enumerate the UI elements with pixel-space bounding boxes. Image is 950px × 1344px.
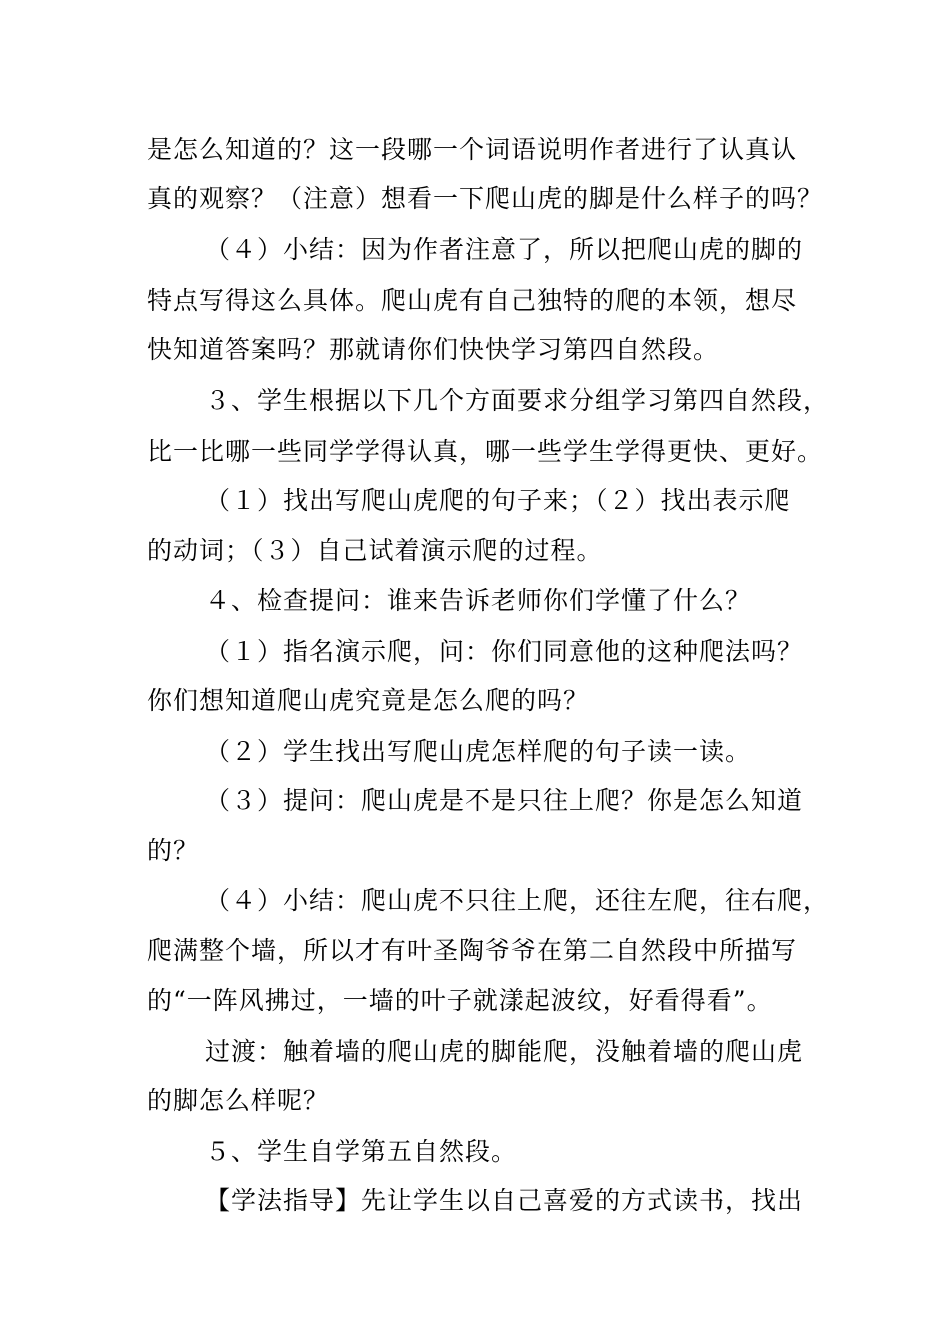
text-line: 比一比哪一些同学学得认真，哪一些学生学得更快、更好。	[147, 437, 824, 466]
text-line: 快知道答案吗？那就请你们快快学习第四自然段。	[147, 335, 720, 364]
text-line: （１）找出写爬山虎爬的句子来；（２）找出表示爬	[205, 486, 791, 515]
text-line: 的动词；（３）自己试着演示爬的过程。	[147, 536, 603, 565]
text-line: 你们想知道爬山虎究竟是怎么爬的吗？	[147, 686, 590, 715]
text-line: 的“一阵风拂过，一墙的叶子就漾起波纹，好看得看”。	[147, 986, 773, 1015]
text-line: 的？	[147, 836, 200, 865]
text-line: （２）学生找出写爬山虎怎样爬的句子读一读。	[205, 737, 752, 766]
text-line: 是怎么知道的？这一段哪一个词语说明作者进行了认真认	[147, 135, 798, 164]
text-line: 爬满整个墙，所以才有叶圣陶爷爷在第二自然段中所描写	[147, 936, 798, 965]
text-line: （１）指名演示爬，问：你们同意他的这种爬法吗？	[205, 637, 804, 666]
text-line: ５、学生自学第五自然段。	[205, 1137, 518, 1166]
text-line: 真的观察？（注意）想看一下爬山虎的脚是什么样子的吗？	[147, 184, 824, 213]
text-line: （４）小结：爬山虎不只往上爬，还往左爬，往右爬，	[205, 886, 830, 915]
text-line: （３）提问：爬山虎是不是只往上爬？你是怎么知道	[205, 786, 804, 815]
text-line: ３、学生根据以下几个方面要求分组学习第四自然段，	[205, 386, 830, 415]
text-line: 特点写得这么具体。爬山虎有自己独特的爬的本领，想尽	[147, 286, 798, 315]
text-line: （４）小结：因为作者注意了，所以把爬山虎的脚的	[205, 235, 804, 264]
text-line: 的脚怎么样呢？	[147, 1086, 330, 1115]
text-line: ４、检查提问：谁来告诉老师你们学懂了什么？	[205, 586, 752, 615]
text-line: 过渡：触着墙的爬山虎的脚能爬，没触着墙的爬山虎	[205, 1037, 804, 1066]
text-line: 【学法指导】先让学生以自己喜爱的方式读书，找出	[205, 1186, 804, 1215]
